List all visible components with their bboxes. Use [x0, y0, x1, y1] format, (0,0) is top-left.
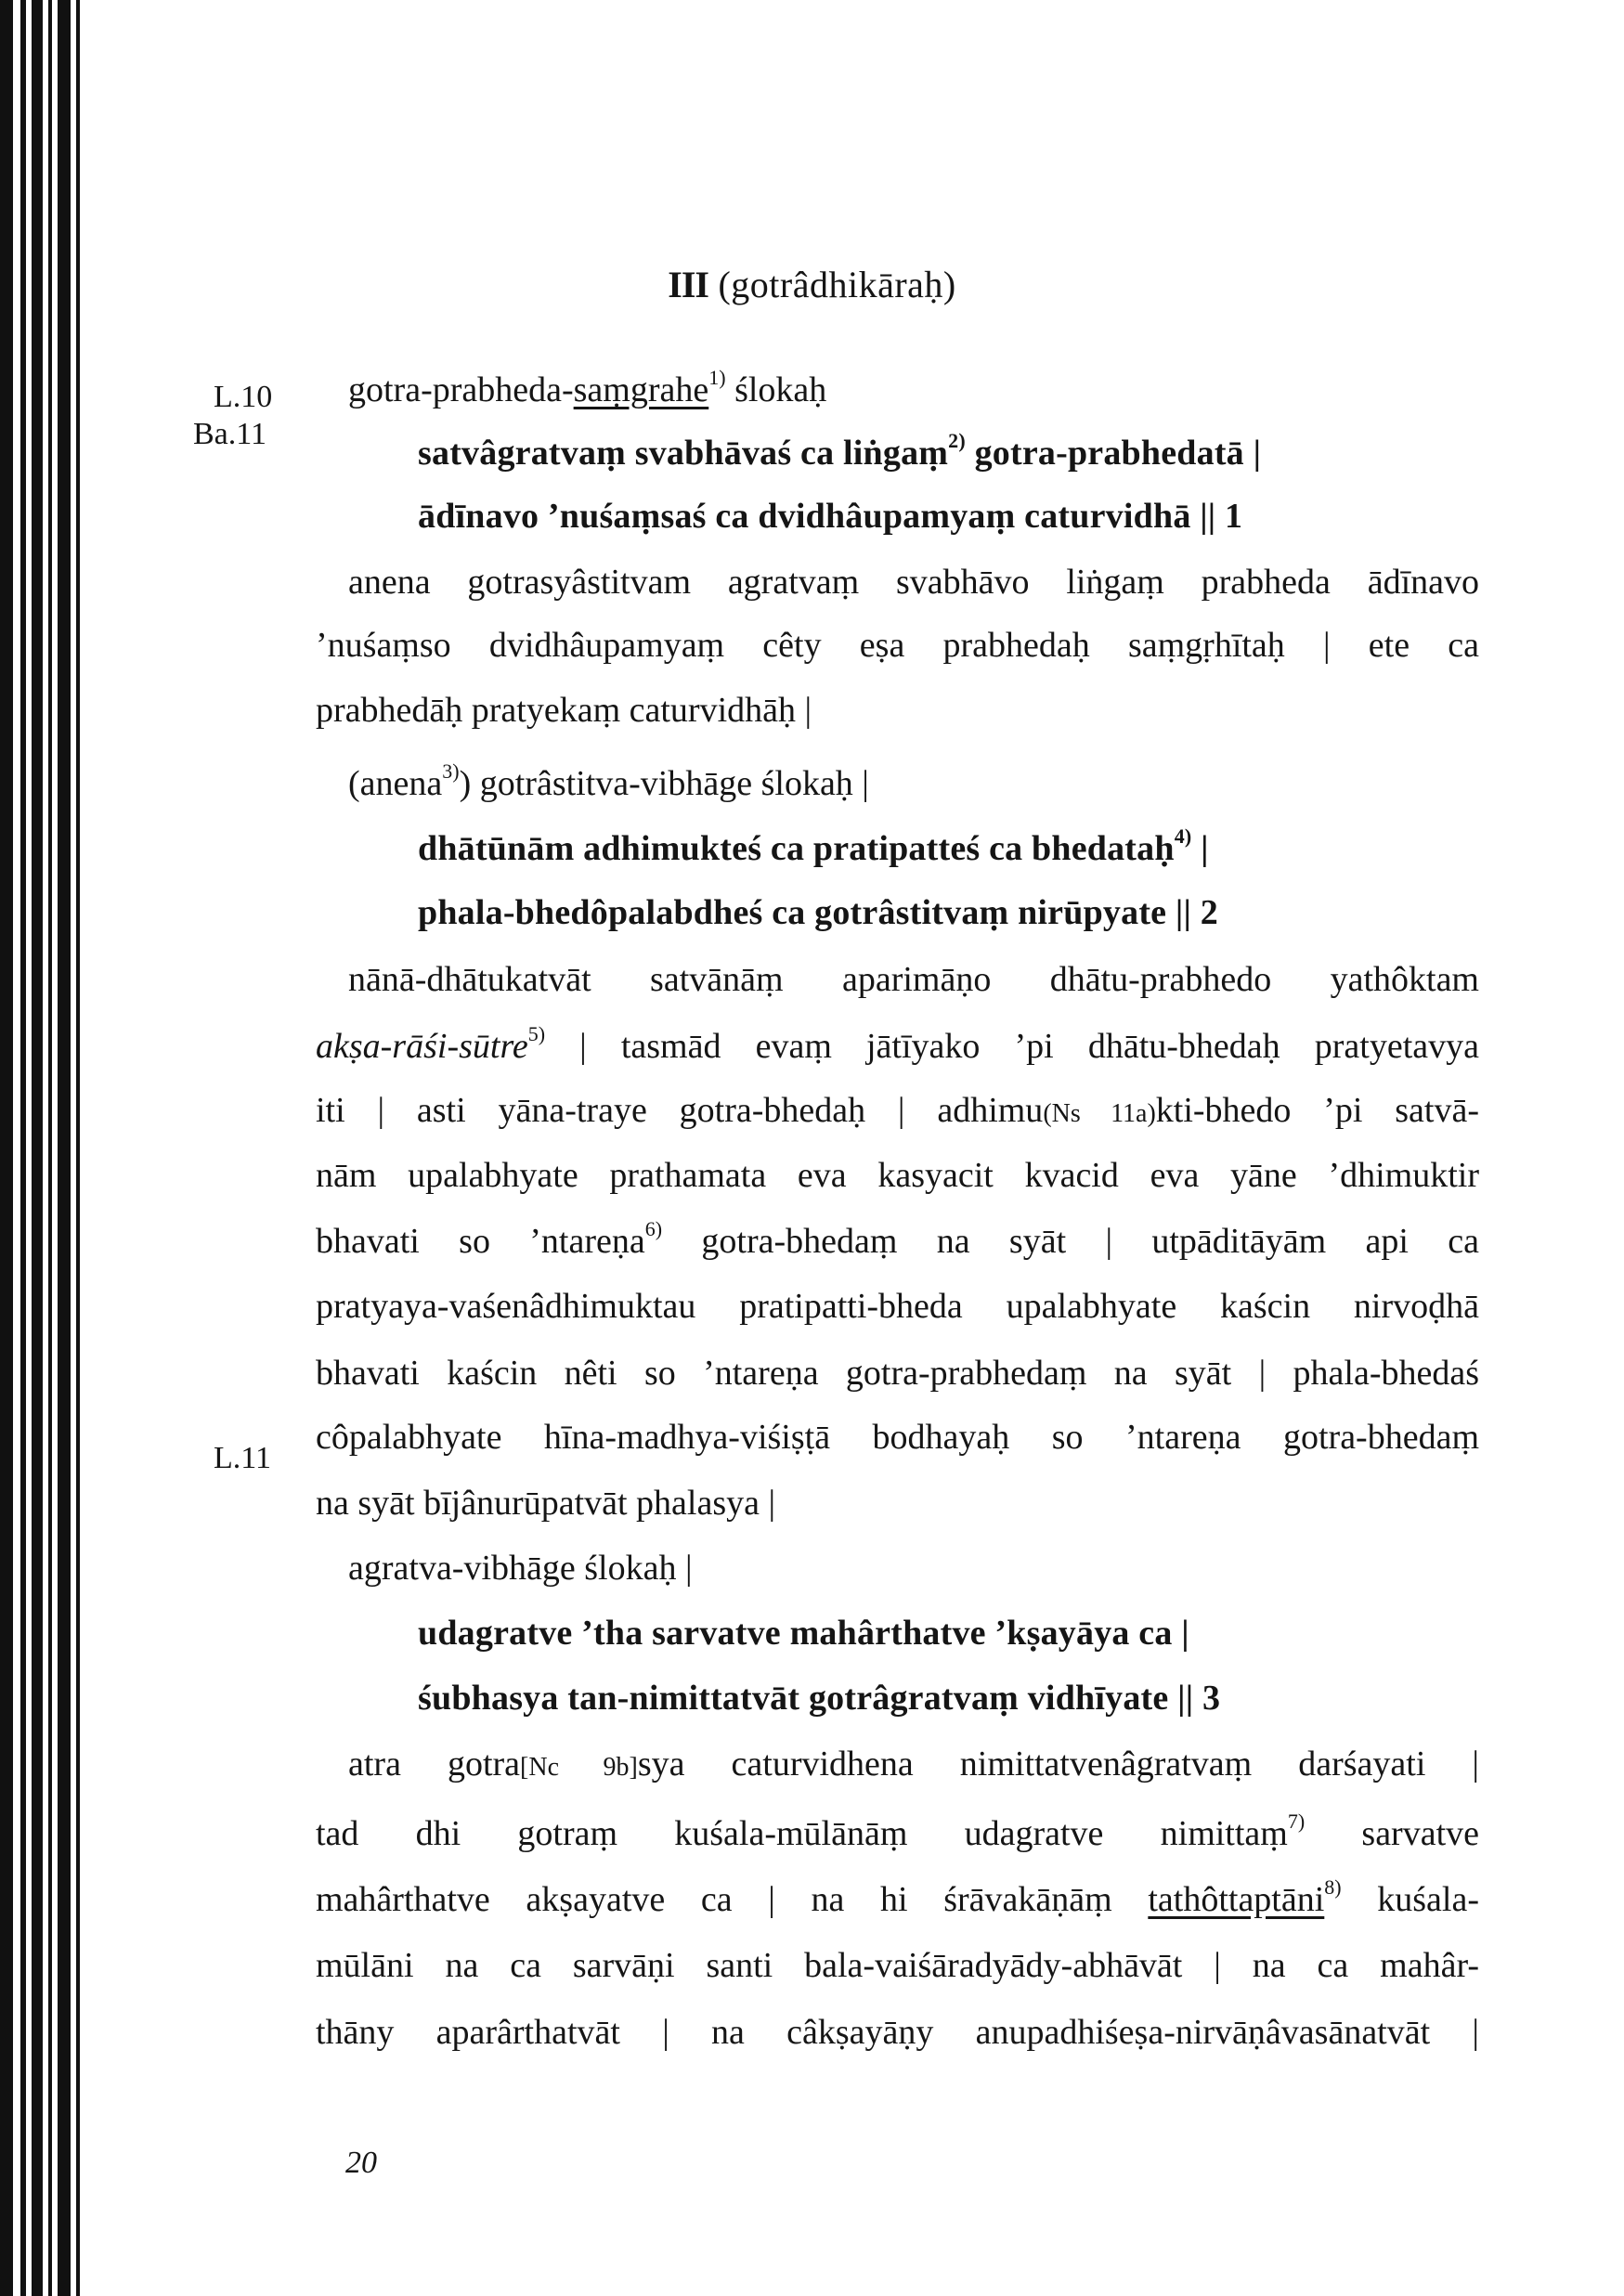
book-spine-shadow: [0, 0, 88, 2296]
footnote-ref: 6): [644, 1217, 663, 1241]
text-line-4: anena gotrasyâstitvam agratvaṃ svabhāvo liṅgaṃ prabheda ādīnavo: [348, 563, 1479, 602]
footnote-ref: 2): [948, 429, 966, 453]
text-line-18: na syāt bījânurūpatvāt phalasya |: [316, 1484, 776, 1523]
text-line-22: atra gotra[Nc 9b]sya caturvidhena nimittatvenâgratvaṃ darśayati |: [348, 1745, 1479, 1784]
footnote-ref: 4): [1174, 824, 1192, 849]
chapter-title: [0, 263, 1624, 306]
text-line-7: (anena$^{3)}$) gotrâstitva-vibhāge ślokaḥ |: [348, 759, 869, 803]
text-line-10: nānā-dhātukatvāt satvānāṃ aparimāṇo dhātu-prabhedo yathôktam: [348, 960, 1479, 999]
verse-1-line-2: ādīnavo ’nuśaṃsaś ca dvidhâupamyaṃ caturvidhā || 1: [418, 497, 1243, 536]
page-number: 20: [345, 2146, 377, 2180]
chapter-name: (gotrâdhikāraḥ): [718, 264, 956, 305]
margin-ref-l11: L.11: [214, 1441, 272, 1475]
text-line-16: bhavati kaścin nêti so ’ntareṇa gotra-prabhedaṃ na syāt | phala-bhedaś: [316, 1354, 1479, 1393]
footnote-ref: 7): [1287, 1810, 1306, 1834]
text-line-26: thāny aparârthatvāt | na câkṣayāṇy anupadhiśeṣa-nirvāṇâvasānatvāt |: [316, 2013, 1479, 2052]
verse-2-line-1: dhātūnām adhimukteś ca pratipatteś ca bhedataḥ$^{4)}$ |: [418, 824, 1209, 868]
text-line-15: pratyaya-vaśenâdhimuktau pratipatti-bheda upalabhyate kaścin nirvoḍhā: [316, 1287, 1479, 1326]
chapter-number: III: [668, 264, 708, 305]
verse-2-line-2: phala-bhedôpalabdheś ca gotrâstitvaṃ nirūpyate || 2: [418, 893, 1218, 932]
verse-1-line-1: satvâgratvaṃ svabhāvaś ca liṅgaṃ$^{2)}$ gotra-prabhedatā |: [418, 429, 1262, 473]
text-line-24: mahârthatve akṣayatve ca | na hi śrāvakāṇāṃ tathôttaptāni$^{8)}$ kuśala-: [316, 1875, 1479, 1919]
text-line-5: ’nuśaṃso dvidhâupamyaṃ cêty eṣa prabhedaḥ saṃgṛhītaḥ | ete ca: [316, 626, 1479, 665]
footnote-ref: 5): [527, 1022, 546, 1046]
verse-3-line-2: śubhasya tan-nimittatvāt gotrâgratvaṃ vidhīyate || 3: [418, 1679, 1221, 1718]
text-line-17: côpalabhyate hīna-madhya-viśiṣṭā bodhayaḥ so ’ntareṇa gotra-bhedaṃ: [316, 1418, 1479, 1457]
text-line-1: gotra-prabheda-saṃgrahe$^{1)}$ ślokaḥ: [348, 366, 827, 409]
text-line-13: nām upalabhyate prathamata eva kasyacit kvacid eva yāne ’dhimuktir: [316, 1156, 1479, 1195]
manuscript-ref: (Ns 11a): [1043, 1099, 1156, 1128]
verse-3-line-1: udagratve ’tha sarvatve mahârthatve ’kṣayāya ca |: [418, 1614, 1189, 1653]
manuscript-ref: [Nc 9b]: [520, 1753, 638, 1782]
footnote-ref: 8): [1324, 1875, 1342, 1900]
margin-ref-ba11: Ba.11: [193, 417, 267, 451]
text-line-11: akṣa-rāśi-sūtre$^{5)}$ | tasmād evaṃ jātīyako ’pi dhātu-bhedaḥ pratyetavya: [316, 1022, 1479, 1066]
footnote-ref: 1): [708, 366, 726, 390]
text-line-6: prabhedāḥ pratyekaṃ caturvidhāḥ |: [316, 691, 812, 730]
text-line-14: bhavati so ’ntareṇa$^{6)}$ gotra-bhedaṃ na syāt | utpāditāyām api ca: [316, 1217, 1479, 1261]
text-line-23: tad dhi gotraṃ kuśala-mūlānāṃ udagratve nimittaṃ$^{7)}$ sarvatve: [316, 1810, 1479, 1853]
text-line-19: agratva-vibhāge ślokaḥ |: [348, 1549, 693, 1588]
footnote-ref: 3): [442, 759, 460, 784]
text-line-12: iti | asti yāna-traye gotra-bhedaḥ | adhimu(Ns 11a)kti-bhedo ’pi satvā-: [316, 1091, 1479, 1130]
margin-ref-l10: L.10: [214, 380, 273, 414]
text-line-25: mūlāni na ca sarvāṇi santi bala-vaiśāradyādy-abhāvāt | na ca mahâr-: [316, 1946, 1479, 1985]
